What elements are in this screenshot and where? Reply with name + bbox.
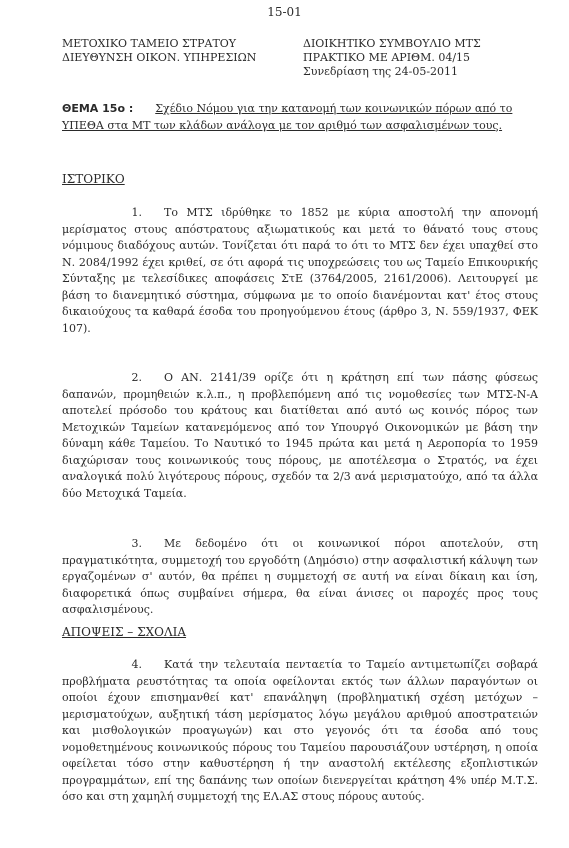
section-title-opinions: ΑΠΟΨΕΙΣ – ΣΧΟΛΙΑ (62, 625, 187, 639)
paragraph-number: 3. (131, 537, 142, 550)
page-number: 15-01 (267, 5, 302, 19)
header-left-line-1: ΜΕΤΟΧΙΚΟ ΤΑΜΕΙΟ ΣΤΡΑΤΟΥ (62, 37, 237, 50)
header-right-line-1: ΔΙΟΙΚΗΤΙΚΟ ΣΥΜΒΟΥΛΙΟ ΜΤΣ (303, 37, 481, 50)
paragraph-4 (62, 657, 538, 806)
header-right (303, 37, 481, 79)
subject-block (62, 100, 540, 134)
header-right-line-2: ΠΡΑΚΤΙΚΟ ΜΕ ΑΡΙΘΜ. 04/15 (303, 51, 471, 64)
header-right-line-3: Συνεδρίαση της 24-05-2011 (303, 65, 459, 78)
paragraph-number: 1. (131, 206, 142, 219)
paragraph-number: 2. (131, 371, 142, 384)
section-title-history: ΙΣΤΟΡΙΚΟ (62, 172, 125, 186)
paragraph-text: Ο ΑΝ. 2141/39 ορίζε ότι η κράτηση επί των πάσης φύσεως δαπανών, προμηθειών κ.λ.π., η προβλεπόμενη από τις νομοθεσίες των ΜΤΣ-Ν-Α αποτελεί πρόσοδο του κράτους και διατίθεται από αυτό ως κοινός πόρος των Μετοχικών Ταμείων κατανεμόμενος από τον Υπουργό Οικονομικών με βάση την δύναμη κάθε Ταμείου. Το Ναυτικό το 1945 πρώτα και μετά η Αεροπορία το 1959 διαχώρισαν τους κοινωνικούς τους πόρους, με αποτέλεσμα ο Στρατός, να έχει αναλογικά πολύ λιγότερους πόρους, σχεδόν τα 2/3 ανά μερισματούχο, από τα άλλα δύο Μετοχικά Ταμεία. (62, 371, 538, 500)
paragraph-1 (62, 205, 538, 337)
paragraph-text: Κατά την τελευταία πενταετία το Ταμείο αντιμετωπίζει σοβαρά προβλήματα ρευστότητας τα οποία οφείλονται εκτός των άλλων παραγόντων οι οποίοι έχουν επισημανθεί κατ' επανάληψη (προβληματική σχέση μετόχων – μερισματούχων, αυξητική τάση μερίσματος λόγω μεγάλου αριθμού αποστρατειών και μισθολογικών προαγωγών) και στο γεγονός ότι τα έσοδα από τους νομοθετημένους κοινωνικούς πόρους του Ταμείου παρουσιάζουν υστέρηση, η οποία οφείλεται τόσο στην καθυστέρηση ή την αναστολή εκτέλεσης εξοπλιστικών προγραμμάτων, επί της δαπάνης των οποίων διενεργείται κράτηση 4% υπέρ Μ.Τ.Σ. όσο και στη χαμηλή συμμετοχή της ΕΛ.ΑΣ στους πόρους αυτούς. (62, 658, 538, 803)
subject-label: ΘΕΜΑ 15ο : (62, 102, 134, 115)
paragraph-2 (62, 370, 538, 502)
paragraph-number: 4. (131, 658, 142, 671)
paragraph-3 (62, 536, 538, 619)
header-left (62, 37, 256, 65)
paragraph-text: Το ΜΤΣ ιδρύθηκε το 1852 με κύρια αποστολή την απονομή μερίσματος στους απόστρατους αξιωματικούς και μετά το θάνατό τους στους νόμιμους διαδόχους αυτών. Τονίζεται ότι παρά το ότι το ΜΤΣ δεν έχει υπαχθεί στο Ν. 2084/1992 έχει κριθεί, σε ότι αφορά τις υποχρεώσεις του ως Ταμείο Επικουρικής Σύνταξης με τελεσίδικες αποφάσεις ΣτΕ (3764/2005, 2161/2006). Λειτουργεί με βάση το διανεμητικό σύστημα, σύμφωνα με το οποίο διανέμονται κατ' έτος στους δικαιούχους τα καθαρά έσοδα του προηγούμενου έτους (άρθρο 3, Ν. 559/1937, ΦΕΚ 107). (62, 206, 538, 335)
paragraph-text: Με δεδομένο ότι οι κοινωνικοί πόροι αποτελούν, στη πραγματικότητα, συμμετοχή του εργοδότη (Δημόσιο) στην ασφαλιστική κάλυψη των εργαζομένων σ' αυτόν, θα πρέπει η συμμετοχή σε αυτή να είναι δίκαιη και ίση, διαφορετικά όπως συμβαίνει σήμερα, θα είναι άνισες οι παροχές προς τους ασφαλισμένους. (62, 537, 538, 616)
header-left-line-2: ΔΙΕΥΘΥΝΣΗ ΟΙΚΟΝ. ΥΠΗΡΕΣΙΩΝ (62, 51, 257, 64)
subject-text: Σχέδιο Νόμου για την κατανομή των κοινωνικών πόρων από το ΥΠΕΘΑ στα ΜΤ των κλάδων ανάλογα με τον αριθμό των ασφαλισμένων τους. (62, 102, 513, 132)
